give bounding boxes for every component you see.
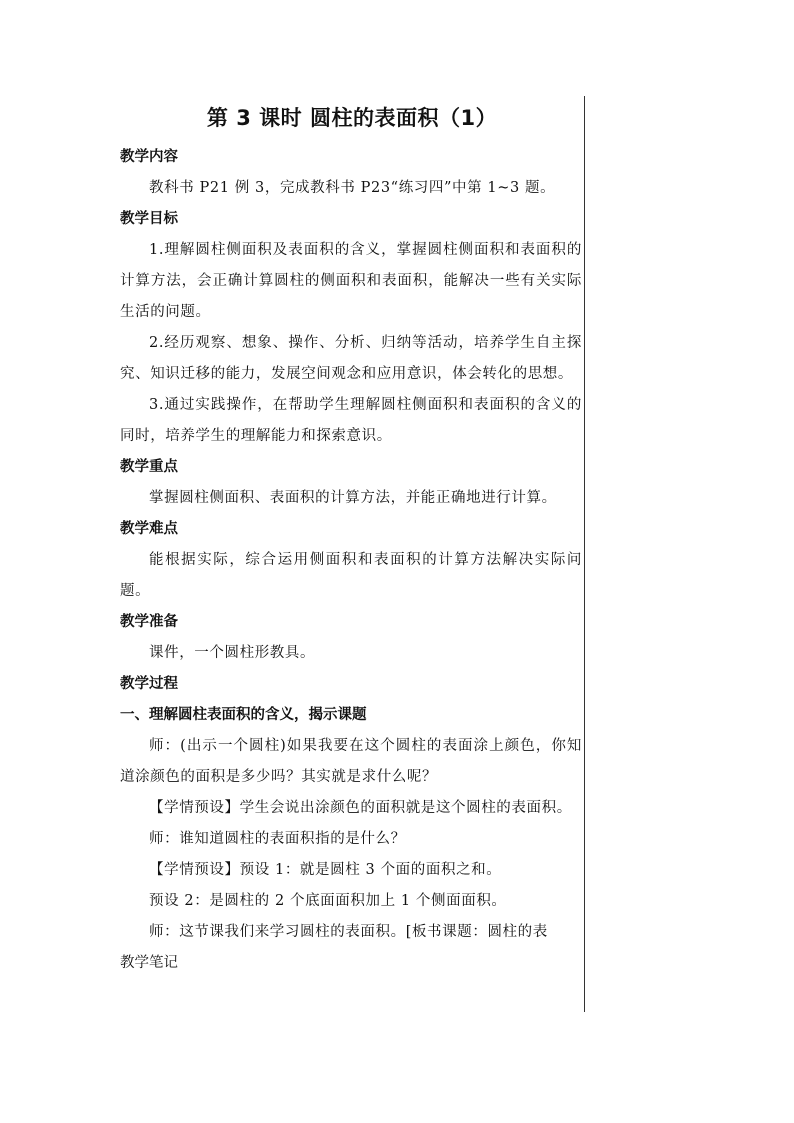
lesson-content	[120, 142, 582, 979]
section-heading-difficulty: 教学难点	[120, 521, 178, 537]
preset-2: 【学情预设】预设 1：就是圆柱 3 个面的面积之和。	[149, 862, 502, 878]
section-heading-goals: 教学目标	[120, 211, 178, 227]
notes-divider-line	[584, 96, 585, 1012]
key-point-text: 掌握圆柱侧面积、表面积的计算方法，并能正确地进行计算。	[149, 490, 557, 506]
section-heading-content: 教学内容	[120, 149, 178, 165]
dialogue-2: 师：谁知道圆柱的表面积指的是什么？	[149, 831, 406, 847]
section-heading-key-point: 教学重点	[120, 459, 178, 475]
preset-1: 【学情预设】学生会说出涂颜色的面积就是这个圆柱的表面积。	[149, 800, 572, 816]
content-text: 教科书 P21 例 3，完成教科书 P23“练习四”中第 1~3 题。	[149, 180, 556, 196]
preparation-text: 课件，一个圆柱形教具。	[149, 645, 316, 661]
lesson-title: 第 3 课时 圆柱的表面积（1）	[206, 106, 498, 130]
part-1-heading: 一、理解圆柱表面积的含义，揭示课题	[120, 707, 367, 723]
teaching-notes-label: 教学笔记	[120, 955, 178, 971]
goal-2: 2.经历观察、想象、操作、分析、归纳等活动，培养学生自主探究、知识迁移的能力，发展空间观念和应用意识，体会转化的思想。	[120, 335, 582, 382]
dialogue-1: 师：(出示一个圆柱)如果我要在这个圆柱的表面涂上颜色，你知道涂颜色的面积是多少吗？其实就是求什么呢？	[120, 738, 582, 785]
dialogue-3: 师：这节课我们来学习圆柱的表面积。[板书课题：圆柱的表	[149, 924, 548, 940]
goal-3: 3.通过实践操作，在帮助学生理解圆柱侧面积和表面积的含义的同时，培养学生的理解能力和探索意识。	[120, 397, 582, 444]
section-heading-process: 教学过程	[120, 676, 178, 692]
goal-1: 1.理解圆柱侧面积及表面积的含义，掌握圆柱侧面积和表面积的计算方法，会正确计算圆柱的侧面积和表面积，能解决一些有关实际生活的问题。	[120, 242, 582, 320]
section-heading-preparation: 教学准备	[120, 614, 178, 630]
preset-3: 预设 2：是圆柱的 2 个底面面积加上 1 个侧面面积。	[149, 893, 507, 909]
difficulty-text: 能根据实际，综合运用侧面积和表面积的计算方法解决实际问题。	[120, 552, 582, 599]
